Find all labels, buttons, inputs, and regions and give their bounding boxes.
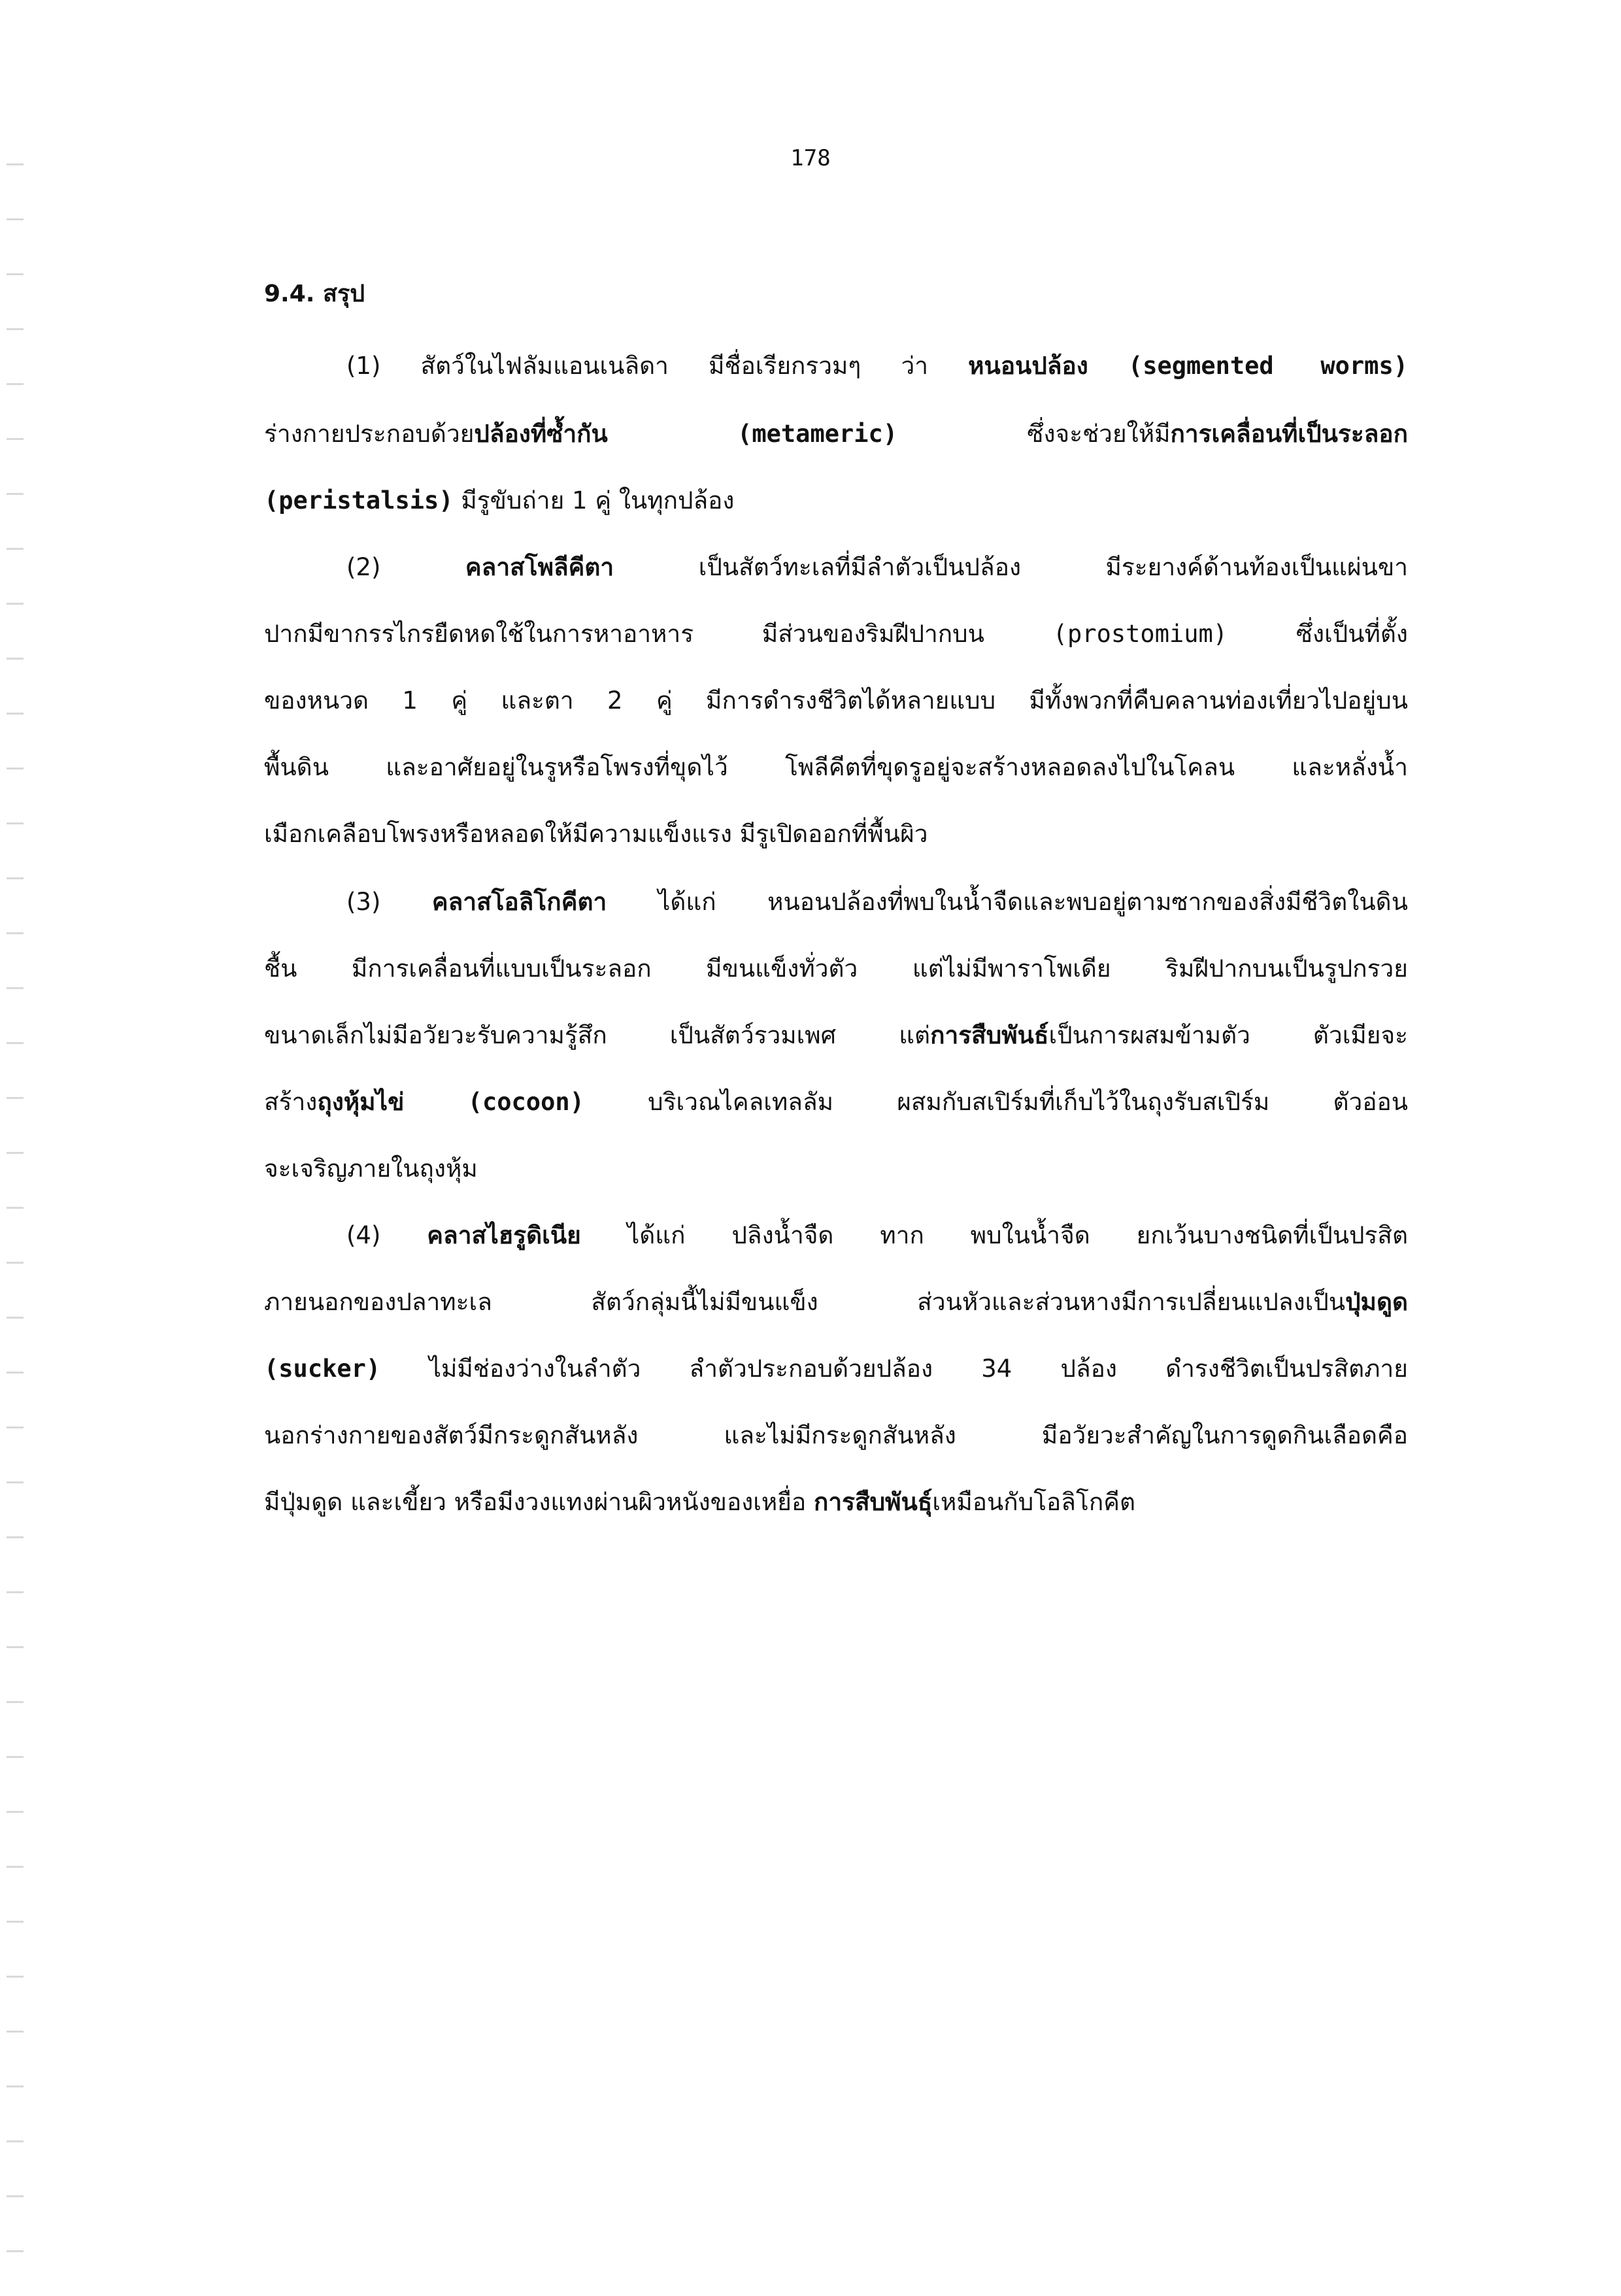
edge-tick [7, 1921, 24, 1923]
text-run: บริเวณไคลเทลลัม ผสมกับสเปิร์มที่เก็บไว้ในถุงรับสเปิร์ม ตัวอ่อน [584, 1088, 1408, 1116]
edge-tick [7, 1646, 24, 1648]
paragraph-4-line-1 [346, 1216, 1408, 1255]
bold-term: คลาสโอลิโกคีตา [431, 888, 607, 916]
text-run [608, 420, 737, 448]
text-run: ได้แก่ ปลิงน้ำจืด ทาก พบในน้ำจืด ยกเว้นบางชนิดที่เป็นปรสิต [580, 1221, 1409, 1249]
edge-tick [7, 273, 24, 275]
edge-tick [7, 1481, 24, 1483]
paragraph-3-line-5 [264, 1149, 1408, 1189]
edge-tick [7, 603, 24, 605]
edge-tick [7, 1152, 24, 1154]
edge-tick [7, 713, 24, 715]
edge-tick [7, 658, 24, 660]
edge-tick [7, 2031, 24, 2033]
text-run: นอกร่างกายของสัตว์มีกระดูกสันหลัง และไม่มีกระดูกสันหลัง มีอวัยวะสำคัญในการดูดกินเลือดคือ [264, 1421, 1408, 1449]
paragraph-3-line-4 [264, 1083, 1408, 1122]
scan-edge-marks [0, 0, 26, 2296]
text-run: (prostomium) [1052, 620, 1228, 648]
text-run: (1) สัตว์ในไฟลัมแอนเนลิดา มีชื่อเรียกรวมๆ ว่า [346, 352, 969, 380]
text-run: (2) [346, 553, 465, 581]
edge-tick [7, 493, 24, 495]
bold-term: (segmented worms) [1128, 352, 1408, 380]
text-run: เป็นการผสมข้ามตัว ตัวเมียจะ [1048, 1021, 1408, 1049]
text-run [404, 1088, 467, 1116]
edge-tick [7, 1756, 24, 1758]
edge-tick [7, 2250, 24, 2252]
text-run: เป็นสัตว์ทะเลที่มีลำตัวเป็นปล้อง มีระยางค์ด้านท้องเป็นแผ่นขา [614, 553, 1409, 581]
edge-tick [7, 2195, 24, 2197]
text-run: ภายนอกของปลาทะเล สัตว์กลุ่มนี้ไม่มีขนแข็ง ส่วนหัวและส่วนหางมีการเปลี่ยนแปลงเป็น [264, 1288, 1346, 1316]
paragraph-4-line-3 [264, 1349, 1408, 1389]
text-run: ซึ่งเป็นที่ตั้ง [1228, 620, 1409, 648]
text-run: ชื้น มีการเคลื่อนที่แบบเป็นระลอก มีขนแข็งทั่วตัว แต่ไม่มีพาราโพเดีย ริมฝีปากบนเป็นรูปกรวย [264, 954, 1408, 983]
edge-tick [7, 822, 24, 824]
bold-term: (metameric) [737, 420, 898, 448]
paragraph-3-line-1 [346, 883, 1408, 922]
edge-tick [7, 1536, 24, 1538]
bold-term: ปุ่มดูด [1345, 1288, 1408, 1316]
text-run: มีรูขับถ่าย 1 คู่ ในทุกปล้อง [453, 486, 735, 515]
bold-term: (cocoon) [467, 1088, 584, 1116]
bold-term: (sucker) [264, 1355, 381, 1383]
edge-tick [7, 218, 24, 220]
paragraph-2-line-2 [264, 615, 1408, 654]
edge-tick [7, 1811, 24, 1813]
section-heading: 9.4. สรุป [264, 280, 365, 307]
bold-term: ถุงหุ้มไข่ [317, 1088, 405, 1116]
text-run: (4) [346, 1221, 427, 1249]
edge-tick [7, 1207, 24, 1209]
paragraph-2-line-3 [264, 681, 1408, 720]
paragraph-2-line-1 [346, 548, 1408, 587]
edge-tick [7, 1427, 24, 1428]
edge-tick [7, 1866, 24, 1868]
paragraph-1-line-1 [346, 346, 1408, 386]
edge-tick [7, 1317, 24, 1319]
paragraph-4-line-5 [264, 1483, 1408, 1522]
bold-term: หนอนปล้อง [968, 352, 1088, 380]
text-run: จะเจริญภายในถุงหุ้ม [264, 1155, 478, 1183]
text-run [1088, 352, 1128, 380]
edge-tick [7, 1372, 24, 1374]
bold-term: การสืบพันธ์ [930, 1021, 1049, 1049]
text-run: เหมือนกับโอลิโกคีต [932, 1488, 1136, 1516]
edge-tick [7, 2085, 24, 2087]
edge-tick [7, 1701, 24, 1703]
edge-tick [7, 1976, 24, 1978]
text-run: ได้แก่ หนอนปล้องที่พบในน้ำจืดและพบอยู่ตามซากของสิ่งมีชีวิตในดิน [607, 888, 1408, 916]
edge-tick [7, 328, 24, 330]
bold-term: คลาสไฮรูดิเนีย [427, 1221, 581, 1249]
edge-tick [7, 1262, 24, 1264]
bold-term: คลาสโพลีคีตา [465, 553, 614, 581]
paragraph-1-line-3 [264, 481, 1408, 520]
edge-tick [7, 768, 24, 769]
text-run: มีปุ่มดูด และเขี้ยว หรือมีงวงแทงผ่านผิวหนังของเหยื่อ [264, 1488, 814, 1516]
edge-tick [7, 548, 24, 550]
edge-tick [7, 383, 24, 385]
bold-term: การเคลื่อนที่เป็นระลอก [1170, 420, 1408, 448]
text-run: ขนาดเล็กไม่มีอวัยวะรับความรู้สึก เป็นสัตว์รวมเพศ แต่ [264, 1021, 931, 1049]
text-run: สร้าง [264, 1088, 318, 1116]
bold-term: ปล้องที่ซ้ำกัน [474, 420, 608, 448]
text-run: เมือกเคลือบโพรงหรือหลอดให้มีความแข็งแรง มีรูเปิดออกที่พื้นผิว [264, 820, 928, 848]
text-run: ร่างกายประกอบด้วย [264, 420, 475, 448]
text-run: ปากมีขากรรไกรยืดหดใช้ในการหาอาหาร มีส่วนของริมฝีปากบน [264, 620, 1053, 648]
text-run: ของหนวด 1 คู่ และตา 2 คู่ มีการดำรงชีวิตได้หลายแบบ มีทั้งพวกที่คืบคลานท่องเที่ยวไปอยู่บน [264, 686, 1408, 715]
text-run: (3) [346, 888, 432, 916]
paragraph-3-line-3 [264, 1016, 1408, 1055]
edge-tick [7, 1042, 24, 1044]
edge-tick [7, 2140, 24, 2142]
paragraph-4-line-4 [264, 1416, 1408, 1455]
text-run: พื้นดิน และอาศัยอยู่ในรูหรือโพรงที่ขุดไว้ โพลีคีตที่ขุดรูอยู่จะสร้างหลอดลงไปในโคลน และหลั่งน้ำ [264, 753, 1408, 781]
paragraph-1-line-2 [264, 414, 1408, 454]
paragraph-4-line-2 [264, 1283, 1408, 1322]
edge-tick [7, 1097, 24, 1099]
page-number: 178 [790, 145, 831, 171]
edge-tick [7, 877, 24, 879]
bold-term: การสืบพันธุ์ [813, 1488, 933, 1516]
paragraph-3-line-2 [264, 949, 1408, 988]
paragraph-2-line-4 [264, 748, 1408, 787]
edge-tick [7, 438, 24, 440]
paragraph-2-line-5 [264, 815, 1408, 854]
bold-term: (peristalsis) [264, 486, 454, 515]
edge-tick [7, 987, 24, 989]
edge-tick [7, 932, 24, 934]
text-run: ไม่มีช่องว่างในลำตัว ลำตัวประกอบด้วยปล้อง 34 ปล้อง ดำรงชีวิตเป็นปรสิตภาย [380, 1355, 1408, 1383]
edge-tick [7, 1591, 24, 1593]
text-run: ซึ่งจะช่วยให้มี [897, 420, 1171, 448]
